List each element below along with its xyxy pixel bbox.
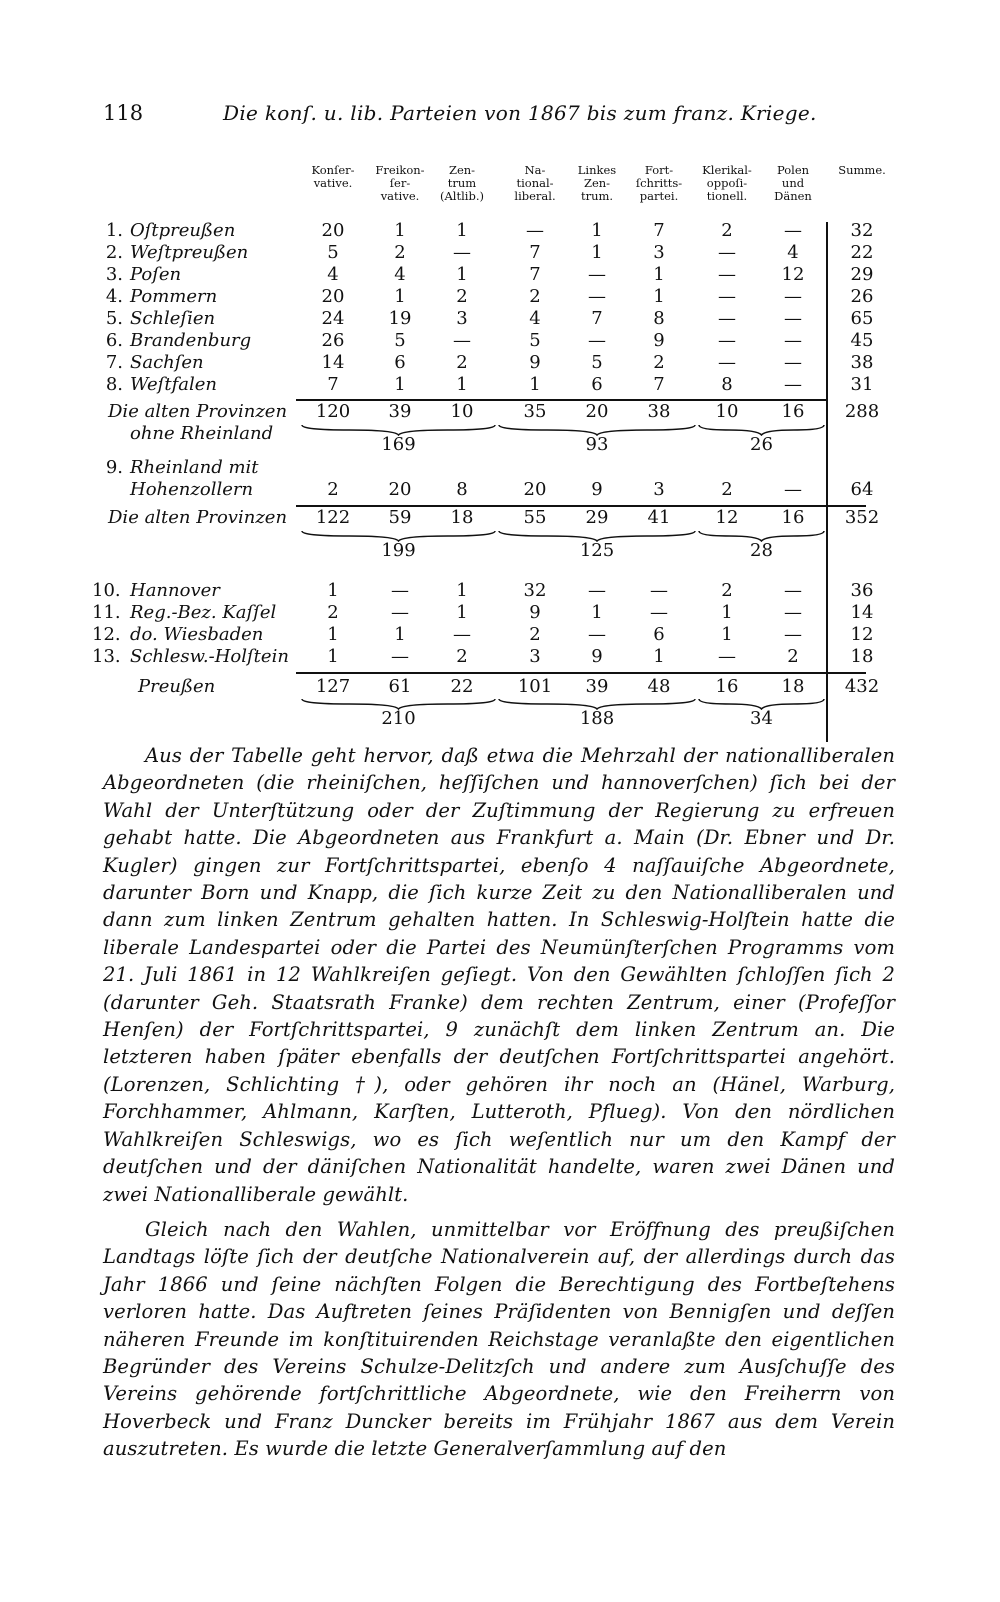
table-cell: 1	[456, 580, 468, 601]
table-cell: 2	[456, 286, 468, 307]
table-cell: 7	[327, 374, 339, 395]
table-cell: 7	[653, 374, 665, 395]
table-cell: —	[718, 330, 736, 351]
table-cell: 5	[529, 330, 541, 351]
table-cell: 12	[781, 264, 805, 285]
table-cell: 6	[653, 624, 665, 645]
page-number: 118	[103, 101, 144, 125]
row-number: 4.	[105, 286, 123, 307]
group-total: 199	[381, 540, 416, 561]
column-header: Polen und Dänen	[774, 163, 812, 203]
row-label: do. Wiesbaden	[130, 624, 264, 645]
sum-cell: 64	[850, 479, 874, 500]
table-cell: 20	[321, 220, 345, 241]
election-results-table	[0, 0, 1000, 760]
row-label: Reg.-Bez. Kaſſel	[130, 602, 277, 623]
table-cell: 1	[591, 602, 603, 623]
table-cell: 1	[327, 624, 339, 645]
row-label: Die alten Provinzen	[108, 507, 288, 528]
table-cell: 20	[321, 286, 345, 307]
table-cell: —	[526, 220, 544, 241]
table-cell: —	[718, 308, 736, 329]
table-cell: 8	[721, 374, 733, 395]
table-cell: —	[650, 602, 668, 623]
row-label: Weſtfalen	[130, 374, 217, 395]
table-cell: —	[784, 352, 802, 373]
table-cell: 39	[388, 401, 412, 422]
table-cell: —	[588, 330, 606, 351]
table-cell: 1	[591, 220, 603, 241]
table-cell: 1	[653, 286, 665, 307]
row-label: Brandenburg	[130, 330, 252, 351]
table-cell: 2	[456, 646, 468, 667]
group-total: 125	[579, 540, 615, 561]
table-cell: 127	[315, 676, 351, 697]
table-cell: 3	[529, 646, 541, 667]
column-header: Klerikal- oppoſi- tionell.	[702, 163, 752, 203]
table-cell: —	[718, 264, 736, 285]
column-header: Freikon- ſer- vative.	[375, 163, 425, 203]
table-cell: 4	[327, 264, 339, 285]
group-total: 210	[381, 708, 416, 729]
table-cell: 55	[523, 507, 547, 528]
table-cell: 24	[321, 308, 345, 329]
table-cell: 61	[388, 676, 412, 697]
table-cell: 38	[647, 401, 671, 422]
table-cell: 1	[394, 624, 406, 645]
sum-cell: 45	[850, 330, 874, 351]
paragraph: Aus der Tabelle geht hervor, daß etwa die Mehrzahl der nationalliberalen Abgeordneten (die rheiniſchen, heſſiſchen und hannoverſchen) ſich bei der Wahl der Unterſtützung oder der Zuſtimmung der Regierung zu erfreuen gehabt hatte. Die Abgeordneten aus Frankfurt a. Main (Dr. Ebner und Dr. Kugler) gingen zur Fortſchrittspartei, ebenſo 4 naſſauiſche Abgeordnete, darunter Born und Knapp, die ſich kurze Zeit zu den Nationalliberalen und dann zum linken Zentrum gehalten hatten. In Schleswig-Holſtein hatte die liberale Landespartei oder die Partei des Neumünſterſchen Programms vom 21. Juli 1861 in 12 Wahlkreiſen geſiegt. Von den Gewählten ſchloſſen ſich 2 (darunter Geh. Staatsrath Franke) dem rechten Zentrum, einer (Profeſſor Henſen) der Fortſchrittspartei, 9 zunächſt dem linken Zentrum an. Die letzteren haben ſpäter ebenfalls der deutſchen Fortſchrittspartei angehört. (Lorenzen, Schlichting †), oder gehören ihr noch an (Hänel, Warburg, Forchhammer, Ahlmann, Karſten, Lutteroth, Pflueg). Von den nördlichen Wahlkreiſen Schleswigs, wo es ſich weſentlich nur um den Kampf der deutſchen und der däniſchen Nationalität handelte, waren zwei Dänen und zwei Nationalliberale gewählt.	[103, 744, 895, 1206]
table-cell: 26	[321, 330, 345, 351]
sum-cell: 18	[850, 646, 874, 667]
column-header: Na- tional- liberal.	[514, 163, 556, 203]
table-cell: —	[453, 242, 471, 263]
table-cell: 1	[456, 602, 468, 623]
table-cell: —	[784, 374, 802, 395]
row-number: 2.	[105, 242, 123, 263]
table-cell: 20	[585, 401, 609, 422]
table-cell: —	[588, 286, 606, 307]
table-cell: —	[784, 580, 802, 601]
group-total: 93	[585, 434, 609, 455]
table-cell: 20	[523, 479, 547, 500]
sum-cell: 31	[850, 374, 874, 395]
row-label: Pommern	[130, 286, 218, 307]
sum-cell: 432	[844, 676, 880, 697]
group-total: 188	[579, 708, 615, 729]
table-cell: —	[784, 624, 802, 645]
row-label: Sachſen	[130, 352, 204, 373]
table-cell: 3	[653, 479, 665, 500]
row-label: Hohenzollern	[130, 479, 254, 500]
table-cell: 20	[388, 479, 412, 500]
row-label: Weſtpreußen	[130, 242, 249, 263]
table-cell: 1	[394, 286, 406, 307]
table-cell: 1	[591, 242, 603, 263]
row-label: Oſtpreußen	[130, 220, 236, 241]
table-cell: 12	[715, 507, 739, 528]
sum-cell: 29	[850, 264, 874, 285]
table-cell: —	[588, 624, 606, 645]
row-label: Rheinland mit	[130, 457, 259, 478]
table-cell: 7	[529, 264, 541, 285]
table-cell: 1	[721, 624, 733, 645]
table-cell: 16	[781, 401, 805, 422]
table-cell: 1	[394, 220, 406, 241]
sum-cell: 22	[850, 242, 874, 263]
table-cell: —	[784, 308, 802, 329]
table-cell: 22	[450, 676, 474, 697]
table-cell: —	[718, 286, 736, 307]
table-cell: 1	[653, 264, 665, 285]
paragraph: Gleich nach den Wahlen, unmittelbar vor Eröffnung des preußiſchen Landtags löſte ſich der deutſche Nationalverein auf, der allerdings durch das Jahr 1866 und ſeine nächſten Folgen die Berechtigung des Fortbeſtehens verloren hatte. Das Auftreten ſeines Präſidenten von Bennigſen und deſſen näheren Freunde im konſtituirenden Reichstage veranlaßte den eigentlichen Begründer des Vereins Schulze-Delitzſch und andere zum Ausſchuſſe des Vereins gehörende fortſchrittliche Abgeordnete, wie den Freiherrn von Hoverbeck und Franz Duncker bereits im Frühjahr 1867 aus dem Verein auszutreten. Es wurde die letzte Generalverſammlung auf den	[103, 1218, 895, 1461]
table-cell: 2	[327, 479, 339, 500]
table-cell: 1	[456, 220, 468, 241]
table-cell: 2	[529, 286, 541, 307]
column-header: Summe.	[838, 163, 886, 177]
table-cell: 32	[523, 580, 547, 601]
table-cell: 29	[585, 507, 609, 528]
row-number: 11.	[92, 602, 121, 623]
group-total: 26	[750, 434, 773, 455]
sum-cell: 38	[850, 352, 874, 373]
table-cell: —	[391, 646, 409, 667]
row-label: ohne Rheinland	[130, 423, 274, 444]
table-cell: 2	[456, 352, 468, 373]
sum-cell: 352	[844, 507, 880, 528]
table-cell: —	[453, 330, 471, 351]
table-cell: 41	[647, 507, 671, 528]
row-number: 6.	[105, 330, 123, 351]
body-text-2	[103, 1216, 895, 1463]
row-number: 3.	[105, 264, 123, 285]
table-cell: 9	[591, 646, 603, 667]
table-cell: 7	[591, 308, 603, 329]
table-cell: —	[784, 479, 802, 500]
table-cell: 1	[529, 374, 541, 395]
table-cell: —	[650, 580, 668, 601]
row-number: 9.	[105, 457, 123, 478]
rule	[296, 672, 866, 674]
table-cell: —	[588, 264, 606, 285]
table-cell: —	[784, 286, 802, 307]
table-cell: —	[718, 352, 736, 373]
table-cell: 59	[388, 507, 412, 528]
table-cell: 2	[653, 352, 665, 373]
table-cell: —	[718, 646, 736, 667]
table-cell: 18	[450, 507, 474, 528]
sum-cell: 288	[844, 401, 880, 422]
column-header: Zen- trum (Altlib.)	[440, 163, 484, 203]
table-cell: 6	[591, 374, 603, 395]
row-number: 12.	[92, 624, 121, 645]
table-cell: 16	[715, 676, 739, 697]
table-cell: 7	[529, 242, 541, 263]
row-label: Schleſien	[130, 308, 216, 329]
table-cell: 5	[327, 242, 339, 263]
row-label: Poſen	[130, 264, 182, 285]
table-cell: 10	[450, 401, 474, 422]
table-cell: —	[391, 580, 409, 601]
row-number: 13.	[92, 646, 121, 667]
table-cell: 19	[388, 308, 412, 329]
table-cell: 5	[394, 330, 406, 351]
body-text	[103, 742, 895, 1208]
table-cell: 9	[529, 352, 541, 373]
row-number: 8.	[105, 374, 123, 395]
sum-cell: 14	[850, 602, 874, 623]
table-cell: 1	[653, 646, 665, 667]
table-cell: 4	[394, 264, 406, 285]
table-cell: 1	[456, 374, 468, 395]
table-cell: 39	[585, 676, 609, 697]
table-cell: 2	[721, 580, 733, 601]
table-cell: 2	[787, 646, 799, 667]
column-header: Konſer- vative.	[311, 163, 355, 190]
table-cell: 2	[721, 479, 733, 500]
row-label: Hannover	[130, 580, 220, 601]
table-cell: 8	[456, 479, 468, 500]
table-cell: 2	[529, 624, 541, 645]
group-total: 169	[381, 434, 416, 455]
row-number: 10.	[92, 580, 121, 601]
sum-cell: 12	[850, 624, 874, 645]
table-cell: 4	[787, 242, 799, 263]
table-cell: 1	[327, 580, 339, 601]
table-cell: 14	[321, 352, 345, 373]
table-cell: —	[453, 624, 471, 645]
table-cell: 6	[394, 352, 406, 373]
table-cell: —	[784, 602, 802, 623]
table-cell: 9	[591, 479, 603, 500]
sum-divider	[826, 222, 828, 742]
table-cell: 1	[394, 374, 406, 395]
sum-cell: 65	[850, 308, 874, 329]
table-cell: 48	[647, 676, 671, 697]
sum-cell: 32	[850, 220, 874, 241]
row-number: 7.	[105, 352, 123, 373]
table-cell: 120	[315, 401, 351, 422]
row-label: Preußen	[138, 676, 216, 697]
sum-cell: 36	[850, 580, 874, 601]
table-cell: —	[718, 242, 736, 263]
table-cell: 8	[653, 308, 665, 329]
table-cell: —	[784, 330, 802, 351]
table-cell: —	[588, 580, 606, 601]
table-cell: 3	[456, 308, 468, 329]
sum-cell: 26	[850, 286, 874, 307]
row-number: 5.	[105, 308, 123, 329]
row-label: Die alten Provinzen	[108, 401, 288, 422]
table-cell: 9	[653, 330, 665, 351]
group-total: 34	[750, 708, 773, 729]
row-number: 1.	[105, 220, 123, 241]
table-cell: 3	[653, 242, 665, 263]
column-header: Linkes Zen- trum.	[577, 163, 617, 203]
column-header: Fort- ſchritts- partei.	[635, 163, 683, 203]
table-cell: —	[784, 220, 802, 241]
table-cell: 18	[781, 676, 805, 697]
table-cell: 16	[781, 507, 805, 528]
table-cell: 5	[591, 352, 603, 373]
table-cell: 2	[721, 220, 733, 241]
group-total: 28	[750, 540, 773, 561]
table-cell: 7	[653, 220, 665, 241]
row-label: Schlesw.-Holſtein	[130, 646, 289, 667]
table-cell: 9	[529, 602, 541, 623]
table-cell: 1	[327, 646, 339, 667]
table-cell: 4	[529, 308, 541, 329]
running-title: Die konſ. u. lib. Parteien von 1867 bis zum franz. Kriege.	[223, 101, 817, 125]
table-cell: 2	[327, 602, 339, 623]
table-cell: 1	[456, 264, 468, 285]
table-cell: —	[391, 602, 409, 623]
table-cell: 101	[517, 676, 553, 697]
table-cell: 122	[315, 507, 351, 528]
table-cell: 2	[394, 242, 406, 263]
table-cell: 1	[721, 602, 733, 623]
table-cell: 35	[523, 401, 547, 422]
table-cell: 10	[715, 401, 739, 422]
